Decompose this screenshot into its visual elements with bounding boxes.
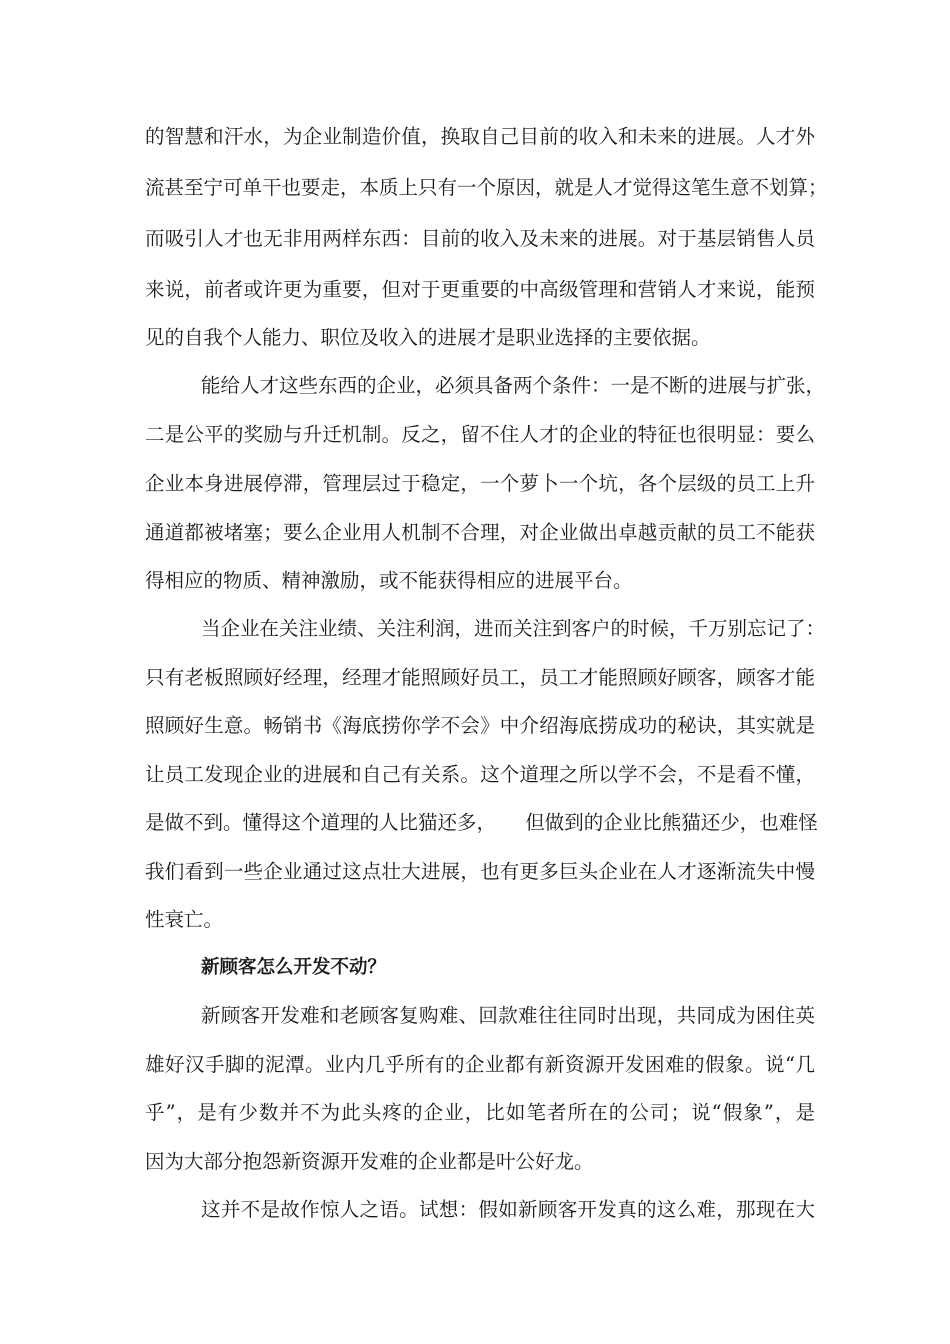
- paragraph-3-line-7: 性衰亡。: [145, 908, 224, 931]
- paragraph-4-line-4: 因为大部分抱怨新资源开发难的企业都是叶公好龙。: [145, 1150, 594, 1173]
- paragraph-5-line-1: 这并不是故作惊人之语。试想：假如新顾客开发真的这么难，那现在大: [201, 1198, 815, 1221]
- paragraph-2-line-2: 二是公平的奖励与升迁机制。反之，留不住人才的企业的特征也很明显：要么: [145, 423, 815, 446]
- paragraph-3-line-5: 是做不到。懂得这个道理的人比猫还多， 但做到的企业比熊猫还少，也难怪: [145, 811, 818, 834]
- paragraph-4-line-2: 雄好汉手脚的泥潭。业内几乎所有的企业都有新资源开发困难的假象。说“几: [145, 1053, 815, 1076]
- paragraph-3-line-6: 我们看到一些企业通过这点壮大进展，也有更多巨头企业在人才逐渐流失中慢: [145, 860, 815, 883]
- paragraph-2-line-5: 得相应的物质、精神激励，或不能获得相应的进展平台。: [145, 569, 633, 592]
- paragraph-3-line-4: 让员工发现企业的进展和自己有关系。这个道理之所以学不会，不是看不懂，: [145, 763, 815, 786]
- paragraph-1-line-5: 见的自我个人能力、职位及收入的进展才是职业选择的主要依据。: [145, 326, 711, 349]
- paragraph-2-line-1: 能给人才这些东西的企业，必须具备两个条件：一是不断的进展与扩张，: [201, 374, 826, 397]
- paragraph-4-line-3: 乎”，是有少数并不为此头疼的企业，比如笔者所在的公司；说“假象”，是: [145, 1101, 815, 1124]
- paragraph-1-line-2: 流甚至宁可单干也要走，本质上只有一个原因，就是人才觉得这笔生意不划算；: [145, 176, 828, 199]
- paragraph-2-line-4: 通道都被堵塞；要么企业用人机制不合理，对企业做出卓越贡献的员工不能获: [145, 521, 815, 544]
- paragraph-1-line-1: 的智慧和汗水，为企业制造价值，换取自己目前的收入和未来的进展。人才外: [145, 125, 815, 148]
- section-heading: 新顾客怎么开发不动？: [201, 957, 387, 978]
- paragraph-1-line-4: 来说，前者或许更为重要，但对于更重要的中高级管理和营销人才来说，能预: [145, 278, 815, 301]
- paragraph-3-line-1: 当企业在关注业绩、关注利润，进而关注到客户的时候，千万别忘记了：: [201, 617, 826, 640]
- paragraph-4-line-1: 新顾客开发难和老顾客复购难、回款难往往同时出现，共同成为困住英: [201, 1004, 815, 1027]
- paragraph-2-line-3: 企业本身进展停滞，管理层过于稳定，一个萝卜一个坑，各个层级的员工上升: [145, 472, 815, 495]
- paragraph-3-line-2: 只有老板照顾好经理，经理才能照顾好员工，员工才能照顾好顾客，顾客才能: [145, 666, 815, 689]
- paragraph-1-line-3: 而吸引人才也无非用两样东西：目前的收入及未来的进展。对于基层销售人员: [145, 227, 815, 250]
- paragraph-3-line-3: 照顾好生意。畅销书《海底捞你学不会》中介绍海底捞成功的秘诀，其实就是: [145, 714, 815, 737]
